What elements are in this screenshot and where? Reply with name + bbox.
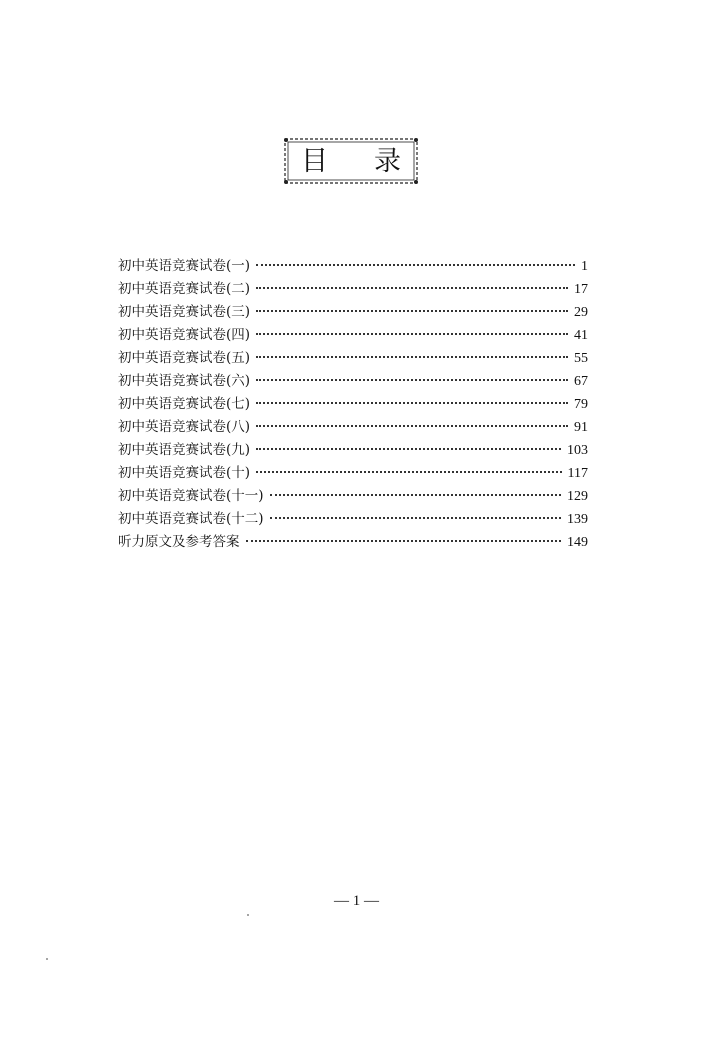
toc-entry — [118, 324, 588, 347]
toc-entry — [118, 531, 588, 554]
toc-leader-dots — [256, 448, 561, 450]
toc-entry-title: 听力原文及参考答案 — [118, 534, 240, 550]
toc-entry-page: 41 — [574, 328, 588, 343]
scan-speck — [247, 914, 249, 916]
toc-entry-title: 初中英语竞赛试卷(四) — [118, 327, 251, 343]
toc-entry-page: 29 — [574, 305, 588, 320]
toc-leader-dots — [256, 287, 568, 289]
toc-entry-title: 初中英语竞赛试卷(二) — [118, 281, 251, 297]
toc-entry-page: 55 — [574, 351, 588, 366]
toc-entry — [118, 462, 588, 485]
toc-entry-title: 初中英语竞赛试卷(十一) — [118, 488, 264, 504]
toc-entry-title: 初中英语竞赛试卷(七) — [118, 396, 251, 412]
toc-entry — [118, 508, 588, 531]
toc-leader-dots — [246, 540, 562, 542]
toc-leader-dots — [256, 333, 568, 335]
page-number: — 1 — — [334, 893, 379, 909]
toc-entry-page: 103 — [567, 443, 588, 458]
toc-leader-dots — [256, 356, 568, 358]
toc-entry — [118, 278, 588, 301]
toc-entry — [118, 439, 588, 462]
toc-entry-title: 初中英语竞赛试卷(十二) — [118, 511, 264, 527]
toc-entry-title: 初中英语竞赛试卷(九) — [118, 442, 251, 458]
toc-leader-dots — [256, 310, 568, 312]
toc-entry-page: 1 — [581, 259, 588, 274]
toc-entry-title: 初中英语竞赛试卷(八) — [118, 419, 251, 435]
toc-entry-page: 149 — [567, 535, 588, 550]
toc-leader-dots — [256, 264, 575, 266]
toc-leader-dots — [256, 425, 568, 427]
toc-entry-page: 91 — [574, 420, 588, 435]
toc-entry-title: 初中英语竞赛试卷(五) — [118, 350, 251, 366]
toc-leader-dots — [256, 402, 568, 404]
toc-leader-dots — [256, 471, 561, 473]
table-of-contents — [118, 255, 588, 554]
toc-entry-page: 17 — [574, 282, 588, 297]
toc-entry — [118, 485, 588, 508]
page-title — [283, 137, 419, 185]
toc-entry-title: 初中英语竞赛试卷(三) — [118, 304, 251, 320]
scan-speck — [46, 958, 48, 960]
toc-entry — [118, 347, 588, 370]
toc-entry-title: 初中英语竞赛试卷(十) — [118, 465, 251, 481]
toc-leader-dots — [270, 494, 561, 496]
toc-entry-page: 79 — [574, 397, 588, 412]
toc-entry-page: 67 — [574, 374, 588, 389]
toc-leader-dots — [256, 379, 568, 381]
toc-entry-page: 129 — [567, 489, 588, 504]
toc-entry-title: 初中英语竞赛试卷(六) — [118, 373, 251, 389]
toc-leader-dots — [270, 517, 561, 519]
toc-entry — [118, 255, 588, 278]
title-frame — [283, 137, 419, 185]
title-char-2: 录 — [374, 145, 401, 177]
toc-entry-page: 117 — [567, 466, 588, 481]
title-char-1: 目 — [301, 145, 328, 177]
toc-entry — [118, 301, 588, 324]
toc-entry — [118, 393, 588, 416]
toc-entry — [118, 416, 588, 439]
toc-entry-page: 139 — [567, 512, 588, 527]
toc-entry — [118, 370, 588, 393]
toc-entry-title: 初中英语竞赛试卷(一) — [118, 258, 251, 274]
